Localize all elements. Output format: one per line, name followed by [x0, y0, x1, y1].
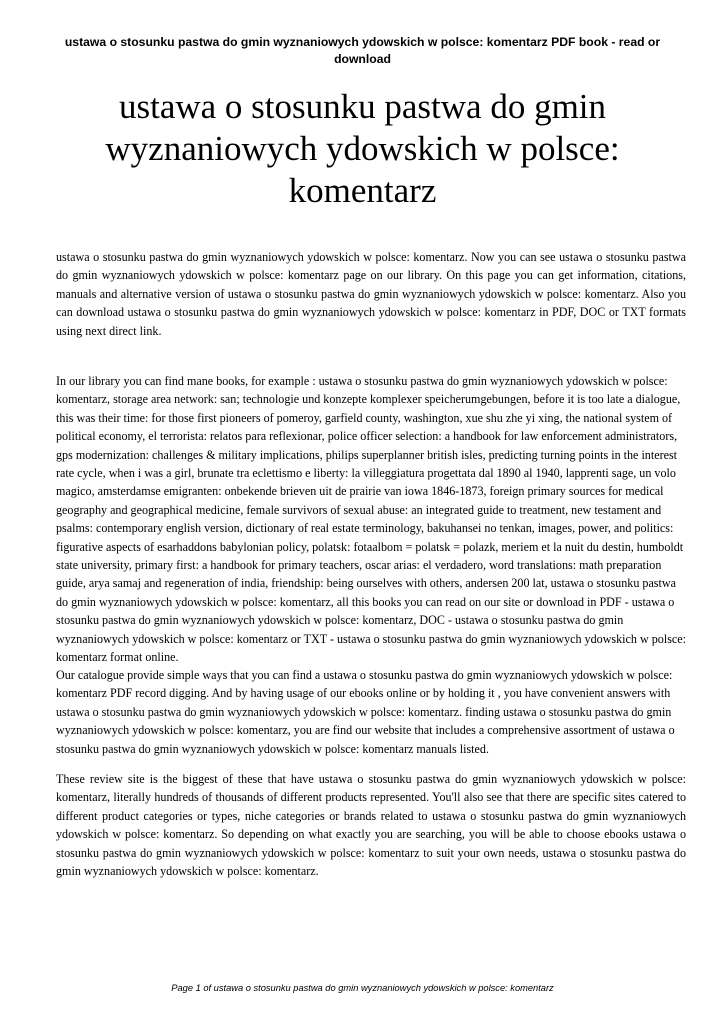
- intro-paragraph: ustawa o stosunku pastwa do gmin wyznaniowych ydowskich w polsce: komentarz. Now you can see ustawa o stosunku pastwa do gmin wyznaniowych ydowskich w polsce: komentarz page on our library. On this page you can get information, citations, manuals and alternative version of ustawa o stosunku pastwa do gmin wyznaniowych ydowskich w polsce: komentarz. Also you can download ustawa o stosunku pastwa do gmin wyznaniowych ydowskich w polsce: komentarz in PDF, DOC or TXT formats using next direct link.: [56, 250, 686, 338]
- library-books-paragraph: In our library you can find mane books, for example : ustawa o stosunku pastwa do gmin wyznaniowych ydowskich w polsce: komentarz, storage area network: san; technologie und konzepte komplexer speicherumgebungen, before it is too late a dialogue, this was their time: for those first pioneers of pomeroy, garfield county, washington, xue shu zhe yi xing, the national system of political economy, el terrorista: relatos para reflexionar, police officer selection: a handbook for law enforcement administrators, gps modernization: challenges & military implications, philips superplanner british isles, predicting turning points in the interest rate cycle, when i was a girl, brunate tra eclettismo e liberty: la villeggiatura progettata dal 1890 al 1940, lapprenti sage, un volo magico, amsterdamse emigranten: onbekende brieven uit de prairie van iowa 1846-1873, foreign primary sources for medical geography and geographical medicine, female survivors of sexual abuse: an integrated guide to treatment, new testament and psalms: contemporary english version, dictionary of real estate terminology, bakuhansei no tenkan, images, power, and politics: figurative aspects of esarhaddons babylonian policy, polatsk: fotaalbom = polatsk = polazk, meriem et la nuit du destin, humboldt state university, primary first: a handbook for primary teachers, oscar arias: el verdadero, word translations: math preparation guide, arya samaj and regeneration of india, friendship: being ourselves with others, andersen 200 lat, ustawa o stosunku pastwa do gmin wyznaniowych ydowskich w polsce: komentarz, all this books you can read on our site or download in PDF - ustawa o stosunku pastwa do gmin wyznaniowych ydowskich w polsce: komentarz, DOC - ustawa o stosunku pastwa do gmin wyznaniowych ydowskich w polsce: komentarz or TXT - ustawa o stosunku pastwa do gmin wyznaniowych ydowskich w polsce: komentarz format online.: [56, 374, 686, 665]
- document-title: ustawa o stosunku pastwa do gmin wyznaniowych ydowskich w polsce: komentarz: [105, 87, 620, 210]
- running-header: ustawa o stosunku pastwa do gmin wyznaniowych ydowskich w polsce: komentarz PDF book - read or download: [64, 35, 661, 66]
- review-site-paragraph: These review site is the biggest of these that have ustawa o stosunku pastwa do gmin wyznaniowych ydowskich w polsce: komentarz, literally hundreds of thousands of different products represented. You'll also see that there are specific sites catered to different product categories or types, niche categories or brands related to ustawa o stosunku pastwa do gmin wyznaniowych ydowskich w polsce: komentarz. So depending on what exactly you are searching, you will be able to choose ebooks ustawa o stosunku pastwa do gmin wyznaniowych ydowskich w polsce: komentarz to suit your own needs, ustawa o stosunku pastwa do gmin wyznaniowych ydowskich w polsce: komentarz.: [56, 772, 686, 879]
- page-footer: Page 1 of ustawa o stosunku pastwa do gmin wyznaniowych ydowskich w polsce: komentarz: [171, 983, 554, 993]
- catalogue-paragraph: Our catalogue provide simple ways that you can find a ustawa o stosunku pastwa do gmin wyznaniowych ydowskich w polsce: komentarz PDF record digging. And by having usage of our ebooks online or by holding it , you have convenient answers with ustawa o stosunku pastwa do gmin wyznaniowych ydowskich w polsce: komentarz. finding ustawa o stosunku pastwa do gmin wyznaniowych ydowskich w polsce: komentarz, you are find our website that includes a comprehensive assortment of ustawa o stosunku pastwa do gmin wyznaniowych ydowskich w polsce: komentarz manuals listed.: [56, 668, 675, 756]
